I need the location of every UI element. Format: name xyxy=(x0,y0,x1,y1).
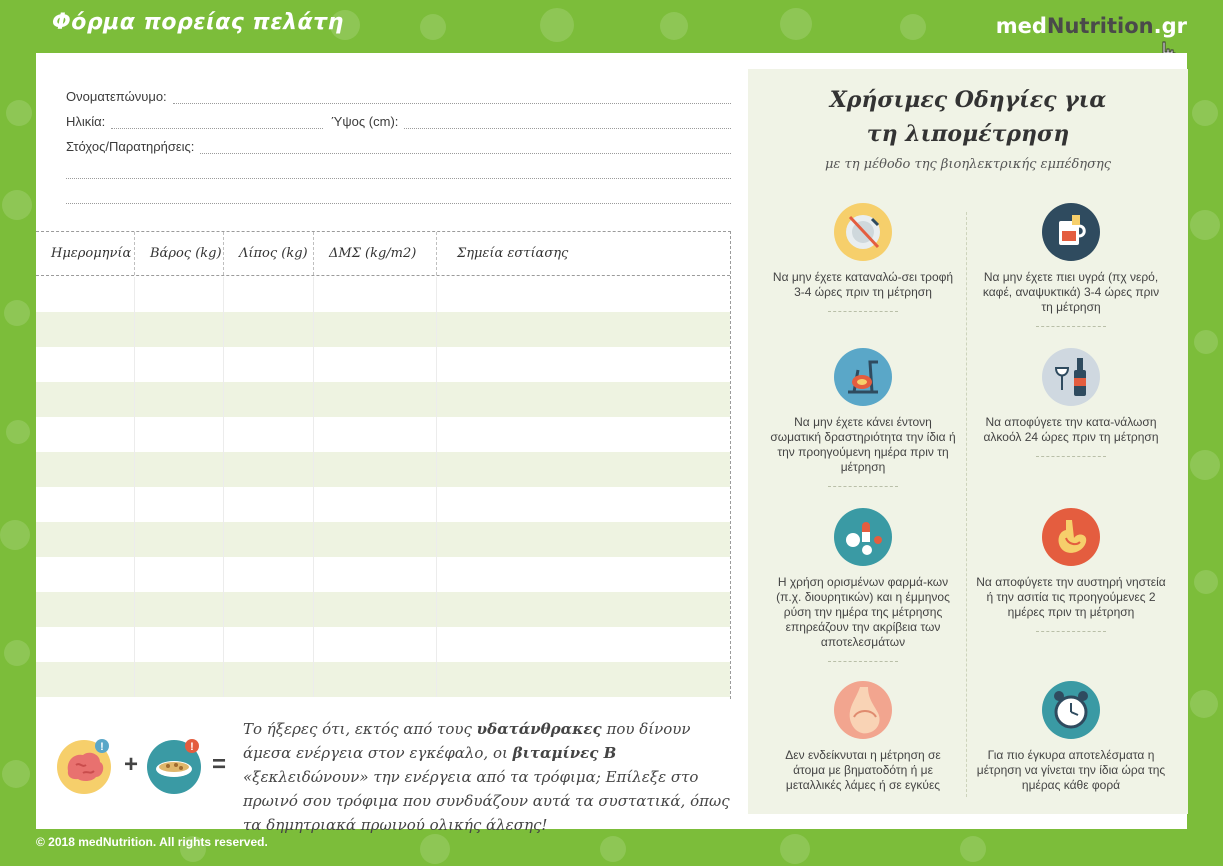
table-cell[interactable] xyxy=(437,662,730,697)
guidelines-title-line2: τη λιπομέτρηση xyxy=(866,121,1070,147)
table-cell[interactable] xyxy=(437,312,730,347)
table-cell[interactable] xyxy=(36,592,135,627)
table-cell[interactable] xyxy=(224,382,314,417)
table-cell[interactable] xyxy=(437,382,730,417)
table-cell[interactable] xyxy=(224,487,314,522)
height-label: Ύψος (cm): xyxy=(331,114,399,129)
client-info-form xyxy=(66,79,731,204)
table-cell[interactable] xyxy=(314,347,437,382)
brain-icon xyxy=(56,735,116,795)
age-field[interactable] xyxy=(111,115,323,129)
tip-text-vitamins: βιταμίνες Β xyxy=(512,744,617,762)
plus-sign: + xyxy=(124,751,139,778)
table-cell[interactable] xyxy=(135,382,224,417)
alcohol-icon xyxy=(1042,348,1100,406)
equals-sign: = xyxy=(212,751,227,778)
table-cell[interactable] xyxy=(437,487,730,522)
table-row xyxy=(36,592,730,627)
client-progress-sheet xyxy=(36,53,1187,834)
header-focus-points: Σημεία εστίασης xyxy=(457,246,569,261)
no-food-icon xyxy=(834,203,892,261)
table-cell[interactable] xyxy=(314,557,437,592)
table-cell[interactable] xyxy=(36,312,135,347)
table-row xyxy=(36,347,730,382)
name-row xyxy=(66,79,731,104)
tip-text-part3: «ξεκλειδώνουν» την ενέργεια από τα τρόφιμα; Επίλεξε στο πρωινό σου τρόφιμα που συνδυάζουν αυτά τα συστατικά, όπως τα δημητριακά πρωινού ολικής άλεσης! xyxy=(243,768,730,834)
header-bmi: ΔΜΣ (kg/m2) xyxy=(314,232,437,275)
table-cell[interactable] xyxy=(224,627,314,662)
table-cell[interactable] xyxy=(36,557,135,592)
no-drink-icon xyxy=(1042,203,1100,261)
page-title: Φόρμα πορείας πελάτη xyxy=(52,10,344,35)
guideline-no-fasting-text: Να αποφύγετε την αυστηρή νηστεία ή την ασιτία τις προηγούμενες 2 ημέρες πριν τη μέτρηση xyxy=(976,575,1166,619)
svg-text:!: ! xyxy=(190,741,194,753)
pregnancy-icon xyxy=(834,681,892,739)
guideline-no-food xyxy=(768,203,958,312)
did-you-know-box xyxy=(56,713,736,834)
table-row xyxy=(36,522,730,557)
table-body xyxy=(36,277,730,699)
svg-text:!: ! xyxy=(100,741,104,753)
table-cell[interactable] xyxy=(224,347,314,382)
table-cell[interactable] xyxy=(135,487,224,522)
header-fat: Λίπος (kg) xyxy=(224,232,314,275)
guideline-no-drink-text: Να μην έχετε πιει υγρά (πχ νερό, καφέ, αναψυκτικά) 3-4 ώρες πριν τη μέτρηση xyxy=(982,270,1160,314)
tip-icons xyxy=(56,735,226,795)
guidelines-title xyxy=(748,83,1188,151)
table-cell[interactable] xyxy=(135,592,224,627)
table-cell[interactable] xyxy=(36,487,135,522)
guideline-no-exercise xyxy=(768,348,958,487)
table-cell[interactable] xyxy=(437,592,730,627)
table-cell[interactable] xyxy=(36,382,135,417)
table-cell[interactable] xyxy=(314,627,437,662)
table-cell[interactable] xyxy=(224,417,314,452)
brand-logo[interactable] xyxy=(996,14,1187,38)
guideline-no-food-text: Να μην έχετε καταναλώ-σει τροφή 3-4 ώρες πριν τη μέτρηση xyxy=(772,270,954,299)
guideline-no-fasting xyxy=(976,508,1166,632)
name-label: Ονοματεπώνυμο: xyxy=(66,89,167,104)
guidelines-title-line1: Χρήσιμες Οδηγίες για xyxy=(829,87,1107,113)
alarm-clock-icon xyxy=(1042,681,1100,739)
copyright-footer: © 2018 medNutrition. All rights reserved. xyxy=(36,835,268,849)
pills-icon xyxy=(834,508,892,566)
logo-part-domain: .gr xyxy=(1153,14,1187,38)
table-cell[interactable] xyxy=(36,522,135,557)
goal-row xyxy=(66,129,731,154)
guideline-no-exercise-text: Να μην έχετε κάνει έντονη σωματική δραστηριότητα την ίδια ή την προηγούμενη ημέρα πριν τη μέτρηση xyxy=(770,415,956,474)
table-row xyxy=(36,382,730,417)
guideline-medication xyxy=(768,508,958,662)
table-cell[interactable] xyxy=(36,277,135,312)
guideline-no-alcohol xyxy=(976,348,1166,457)
table-cell[interactable] xyxy=(437,627,730,662)
table-cell[interactable] xyxy=(437,277,730,312)
table-cell[interactable] xyxy=(224,662,314,697)
cereal-bowl-icon xyxy=(146,735,206,795)
guidelines-subtitle: με τη μέθοδο της βιοηλεκτρικής εμπέδησης xyxy=(824,157,1112,172)
table-cell[interactable] xyxy=(36,452,135,487)
table-cell[interactable] xyxy=(437,417,730,452)
table-row xyxy=(36,627,730,662)
guideline-medication-text: Η χρήση ορισμένων φαρμά-κων (π.χ. διουρητικών) και η έμμηνος ρύση την ημέρα της μέτρησης επηρεάζουν την ακρίβεια των αποτελεσμάτων xyxy=(776,575,950,649)
goal-label: Στόχος/Παρατηρήσεις: xyxy=(66,139,195,154)
progress-table xyxy=(36,231,731,699)
stomach-icon xyxy=(1042,508,1100,566)
guideline-same-time-text: Για πιο έγκυρα αποτελέσματα η μέτρηση να γίνεται την ίδια ώρα της ημέρας κάθε φορά xyxy=(976,748,1166,792)
table-row xyxy=(36,487,730,522)
table-row xyxy=(36,557,730,592)
table-cell[interactable] xyxy=(224,452,314,487)
table-cell[interactable] xyxy=(314,452,437,487)
table-cell[interactable] xyxy=(224,312,314,347)
table-cell[interactable] xyxy=(135,452,224,487)
tip-text-part2: που δίνουν άμεσα ενέργεια στον εγκέφαλο, οι xyxy=(243,720,691,762)
table-cell[interactable] xyxy=(314,522,437,557)
table-cell[interactable] xyxy=(314,277,437,312)
goal-field[interactable] xyxy=(200,140,731,154)
table-cell[interactable] xyxy=(314,487,437,522)
table-cell[interactable] xyxy=(314,592,437,627)
table-cell[interactable] xyxy=(135,347,224,382)
table-cell[interactable] xyxy=(314,662,437,697)
tip-text-part1: Το ήξερες ότι, εκτός από τους xyxy=(243,720,477,738)
logo-part-med: med xyxy=(995,14,1047,38)
guideline-not-suitable-text: Δεν ενδείκνυται η μέτρηση σε άτομα με βηματοδότη ή με μεταλλικές λάμες ή σε εγκύες xyxy=(785,748,941,792)
table-cell[interactable] xyxy=(314,382,437,417)
table-cell[interactable] xyxy=(224,277,314,312)
header-date: Ημερομηνία xyxy=(36,232,135,275)
table-cell[interactable] xyxy=(314,312,437,347)
exercise-bike-icon xyxy=(834,348,892,406)
guideline-not-suitable xyxy=(768,681,958,793)
table-cell[interactable] xyxy=(135,277,224,312)
table-cell[interactable] xyxy=(135,662,224,697)
table-row xyxy=(36,417,730,452)
table-cell[interactable] xyxy=(224,592,314,627)
table-cell[interactable] xyxy=(437,522,730,557)
notes-line-2[interactable] xyxy=(66,179,731,204)
table-cell[interactable] xyxy=(437,347,730,382)
table-cell[interactable] xyxy=(135,417,224,452)
notes-line-1[interactable] xyxy=(66,154,731,179)
table-cell[interactable] xyxy=(224,557,314,592)
table-row xyxy=(36,452,730,487)
table-cell[interactable] xyxy=(314,417,437,452)
tip-text-carbs: υδατάνθρακες xyxy=(476,720,602,738)
table-cell[interactable] xyxy=(36,662,135,697)
table-row xyxy=(36,277,730,312)
guideline-no-alcohol-text: Να αποφύγετε την κατα-νάλωση αλκοόλ 24 ώρες πριν τη μέτρηση xyxy=(983,415,1159,444)
table-row xyxy=(36,312,730,347)
table-row xyxy=(36,662,730,697)
table-cell[interactable] xyxy=(224,522,314,557)
tip-text xyxy=(243,717,738,837)
table-cell[interactable] xyxy=(437,557,730,592)
guideline-same-time xyxy=(976,681,1166,793)
table-cell[interactable] xyxy=(135,522,224,557)
age-height-row xyxy=(66,104,731,129)
table-cell[interactable] xyxy=(437,452,730,487)
column-divider xyxy=(966,212,967,797)
logo-part-nutrition: Nutrition xyxy=(1046,14,1154,38)
table-header xyxy=(36,232,730,276)
name-field[interactable] xyxy=(173,90,731,104)
table-cell[interactable] xyxy=(135,627,224,662)
guideline-no-drink xyxy=(976,203,1166,327)
table-cell[interactable] xyxy=(36,347,135,382)
header-weight: Βάρος (kg) xyxy=(135,232,224,275)
table-cell[interactable] xyxy=(135,557,224,592)
height-field[interactable] xyxy=(404,115,731,129)
table-cell[interactable] xyxy=(135,312,224,347)
guidelines-panel xyxy=(748,69,1188,814)
age-label: Ηλικία: xyxy=(66,114,106,129)
table-cell[interactable] xyxy=(36,417,135,452)
table-cell[interactable] xyxy=(36,627,135,662)
